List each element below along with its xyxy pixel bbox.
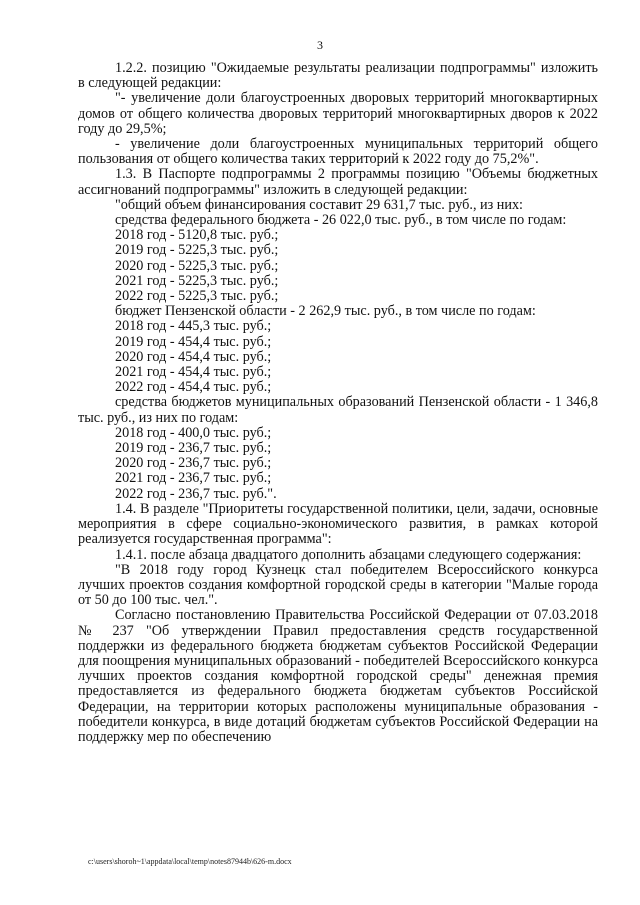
paragraph-result-municipal: - увеличение доли благоустроенных муниципальных территорий общего пользования от общего количества таких территорий к 2022 году до 75,2%". (78, 136, 598, 168)
paragraph-federal-budget: средства федерального бюджета - 26 022,0 тыс. руб., в том числе по годам: (115, 212, 567, 229)
municipal-years-list (78, 426, 598, 502)
list-item: 2022 год - 236,7 тыс. руб.". (115, 485, 277, 502)
list-item: 2020 год - 454,4 тыс. руб.; (115, 348, 272, 365)
paragraph-1-2-2: 1.2.2. позицию "Ожидаемые результаты реализации подпрограммы" изложить в следующей редакции: (78, 60, 598, 92)
list-item: 2020 год - 5225,3 тыс. руб.; (115, 257, 279, 274)
regional-years-list (78, 319, 598, 395)
paragraph-1-3: 1.3. В Паспорте подпрограммы 2 программы позицию "Объемы бюджетных ассигнований подпрограммы" изложить в следующей редакции: (78, 166, 598, 198)
paragraph-kuznetsk-winner: "В 2018 году город Кузнецк стал победителем Всероссийского конкурса лучших проектов создания комфортной городской среды в категории "Малые города от 50 до 100 тыс. чел.". (78, 561, 598, 609)
document-body (78, 61, 598, 745)
paragraph-total-financing: "общий объем финансирования составит 29 631,7 тыс. руб., из них: (115, 196, 524, 213)
list-item: 2018 год - 400,0 тыс. руб.; (115, 424, 272, 441)
list-item: 2019 год - 236,7 тыс. руб.; (115, 440, 272, 457)
list-item: 2019 год - 454,4 тыс. руб.; (115, 333, 272, 350)
paragraph-government-decree: Согласно постановлению Правительства Российской Федерации от 07.03.2018 № 237 "Об утверждении Правил предоставления средств государственной поддержки из федерального бюджета бюджетам субъектов Российской Федерации для поощрения муниципальных образований - победителей Всероссийского конкурса лучших проектов создания комфортной городской среды" денежная премия предоставляется из федерального бюджета бюджетам субъектов Российской Федерации, на территории которых расположены муниципальные образования - победители конкурса, в виде дотаций бюджетам субъектов Российской Федерации на поддержку мер по обеспечению (78, 607, 598, 745)
list-item: 2021 год - 236,7 тыс. руб.; (115, 470, 272, 487)
list-item: 2019 год - 5225,3 тыс. руб.; (115, 242, 279, 259)
page-number: 3 (317, 38, 323, 52)
list-item: 2021 год - 454,4 тыс. руб.; (115, 364, 272, 381)
list-item: 2022 год - 5225,3 тыс. руб.; (115, 288, 279, 305)
paragraph-1-4-1: 1.4.1. после абзаца двадцатого дополнить абзацами следующего содержания: (115, 546, 582, 563)
federal-years-list (78, 228, 598, 304)
list-item: 2018 год - 445,3 тыс. руб.; (115, 318, 272, 335)
paragraph-result-dvor: "- увеличение доли благоустроенных дворовых территорий многоквартирных домов от общего количества дворовых территорий многоквартирных дворов к 2022 году до 29,5%; (78, 90, 598, 137)
paragraph-regional-budget: бюджет Пензенской области - 2 262,9 тыс. руб., в том числе по годам: (115, 303, 536, 320)
list-item: 2018 год - 5120,8 тыс. руб.; (115, 227, 279, 244)
list-item: 2021 год - 5225,3 тыс. руб.; (115, 272, 279, 289)
footer-file-path: c:\users\shoroh~1\appdata\local\temp\notes87944b\626-m.docx (88, 857, 292, 866)
paragraph-1-4: 1.4. В разделе "Приоритеты государственной политики, цели, задачи, основные мероприятия в сфере социально-экономического развития, в рамках которой реализуется государственная программа": (78, 500, 598, 548)
list-item: 2022 год - 454,4 тыс. руб.; (115, 379, 272, 396)
list-item: 2020 год - 236,7 тыс. руб.; (115, 455, 272, 472)
paragraph-municipal-budget: средства бюджетов муниципальных образований Пензенской области - 1 346,8 тыс. руб., из них по годам: (78, 394, 598, 426)
